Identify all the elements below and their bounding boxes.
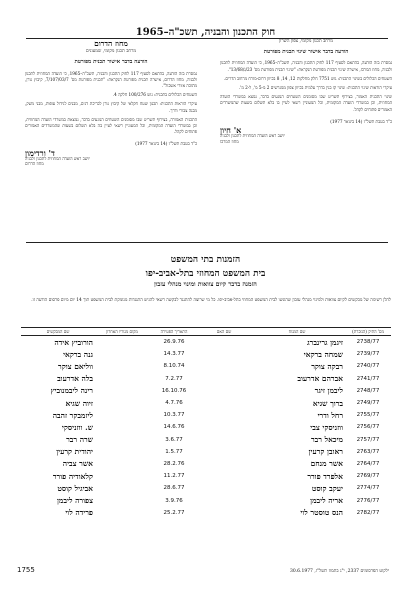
applicant-cell: הורוביץ אידה xyxy=(54,337,93,347)
signer-district: מחוז הדרום xyxy=(25,161,44,167)
mother-cell xyxy=(199,470,249,482)
deceased-cell: מיכאל רבר xyxy=(311,435,343,445)
notice-paragraph: השטחים הכלולים בתכנית: גוש 100/276 חלקה 4. xyxy=(112,92,197,98)
date-died-cell: 3.9.76 xyxy=(165,497,183,504)
planning-area: מרחב תכנון מקומי, צפון השרון xyxy=(278,39,334,44)
table-row xyxy=(21,336,391,349)
notice-title: הודעה בדבר אישור תכנית מפורטת xyxy=(74,59,148,66)
notice-paragraph: שינוי התכנית האמור, בצירוף תשריט שבו מסומנים השטחים הנוגעים בדבר, נמצא במשרדי הועדה המחוזית, וכן במשרדי הועדה המקומית, וכל המעוניין רשאי לעיין בו בלא תשלום בשעות שהמשרדים האמורים פתוחים לקהל. xyxy=(220,94,392,112)
deceased-cell: אברהם אדרעוב xyxy=(297,374,343,384)
case-no-cell: 2776/77 xyxy=(356,497,380,504)
col-case-no: מס' התיק (הנזכרת) xyxy=(345,328,391,336)
place-cell xyxy=(95,482,149,494)
notice-paragraph: עיקרי הוראות שינוי התכנית: שינוי קו בנין בדרך עלמית בכיוון צפון ממגרשים 2 מ-5 מ', ל-2 מ'. xyxy=(238,85,392,91)
date-died-cell: 16.10.76 xyxy=(161,387,187,394)
applicant-cell: צפורה ליבמן xyxy=(57,496,93,506)
section-rule xyxy=(26,242,388,243)
applicant-cell: ש. ווזניסקי xyxy=(61,422,93,432)
mother-cell xyxy=(199,336,249,349)
applicant-cell: ליזמבקר זהבה xyxy=(52,410,93,420)
notice-left xyxy=(25,39,197,167)
court-section-header xyxy=(0,254,411,288)
col-place: מקום מגוריו האחרון xyxy=(95,328,149,336)
mother-cell xyxy=(199,360,249,372)
deceased-cell: ברוך שגיא xyxy=(312,398,343,408)
table-row xyxy=(21,397,391,409)
place-cell xyxy=(95,458,149,470)
place-cell xyxy=(95,434,149,446)
signature-block xyxy=(220,119,392,125)
mother-cell xyxy=(199,494,249,506)
mother-cell xyxy=(199,507,249,519)
place-cell xyxy=(95,348,149,360)
place-cell xyxy=(95,409,149,421)
applicant-cell: רינה ליבמנוביץ xyxy=(50,386,93,396)
notice-paragraph: התכנית האמורה, בצירוף תשריט שבו מסומנים השטחים הנוגעים בדבר, נמצאת במשרדי הועדה המחוזית, וכן במשרדי הועדה המקומית, וכל המעוניין רשאי לעיין בה בלא תשלום בשעות שהמשרדים האמורים פתוחים לקהל. xyxy=(25,116,197,135)
publication-line: ילקוט הפרסומים 2337, י"ג בתמוז תשל"ז, 30.6.1977 xyxy=(290,569,389,574)
date-died-cell: 1.5.77 xyxy=(165,448,183,455)
mother-cell xyxy=(199,434,249,446)
table-row xyxy=(21,494,391,506)
place-cell xyxy=(95,494,149,506)
case-no-cell: 2755/77 xyxy=(356,412,380,419)
table-row xyxy=(21,360,391,372)
mother-cell xyxy=(199,482,249,494)
signer-title: יושב ראש הועדה המחוזית לתכנון ולבניה xyxy=(220,133,285,139)
applicant-cell: יהודית קרעין xyxy=(56,447,93,457)
col-date-died: התאריך הפטירה xyxy=(149,328,199,336)
deceased-cell: ווזניסקי צבי xyxy=(310,422,343,432)
mother-cell xyxy=(199,373,249,385)
place-cell xyxy=(95,336,149,349)
probate-table xyxy=(21,327,391,519)
deceased-cell: רבקה צוקר xyxy=(311,361,343,371)
mother-cell xyxy=(199,397,249,409)
date-died-cell: 10.3.77 xyxy=(163,412,185,419)
case-no-cell: 2740/77 xyxy=(356,363,380,370)
col-applicant: שם המבקשים xyxy=(21,328,95,336)
mother-cell xyxy=(199,348,249,360)
col-deceased: שם המנוח xyxy=(249,328,345,336)
place-cell xyxy=(95,397,149,409)
notice-title: הודעה בדבר אישור שינוי תכנית מפורטת xyxy=(263,49,349,56)
case-no-cell: 2741/77 xyxy=(356,375,380,382)
applicant-cell: ווליאם צוקר xyxy=(58,361,93,371)
deceased-cell: ראובן קרעין xyxy=(308,447,343,457)
case-no-cell: 2769/77 xyxy=(356,473,380,480)
date-died-cell: 28.6.77 xyxy=(163,485,185,492)
place-cell xyxy=(95,421,149,433)
deceased-cell: יעקב קוסט xyxy=(311,483,343,493)
notice-date: כ"ד בטבת תשל"ז (14 בינואר 1977) xyxy=(135,141,197,147)
date-died-cell: 8.10.74 xyxy=(163,363,185,370)
applicant-cell: בלה אדרעוב xyxy=(57,374,93,384)
mother-cell xyxy=(199,421,249,433)
date-died-cell: 7.2.77 xyxy=(165,375,183,382)
notice-paragraph: עיקרי הוראות התכנית: תכנון שטח חקלאי של קיבוץ גורן לבריכת דגים, מבנים לגידול עופות, מבני משק, מבנה צבורי ודרך. xyxy=(25,101,197,113)
signer-district: מחוז המרכז xyxy=(220,138,239,144)
section-title: הזמנות בתי המשפט xyxy=(170,255,241,265)
place-cell xyxy=(95,446,149,458)
table-row xyxy=(21,421,391,433)
notice-paragraph: נמסרת בזה הודעה, בהתאם לסעיף 117 לחוק התכנון והבניה, תשכ"ה–1965, כי הועדה המחוזית לתכנון ולבניה, מחוז המרכז, אישרה שינוי תכנית מפורטת הנקראת: "שינוי תכנית מפורטת מס' 23/נ/13/68". xyxy=(220,60,392,72)
date-died-cell: 25.2.77 xyxy=(163,509,185,516)
table-row xyxy=(21,409,391,421)
district-heading: מחוז הדרום xyxy=(94,39,128,48)
table-row xyxy=(21,458,391,470)
signature-block xyxy=(25,141,197,147)
notice-paragraph: נמסרת בזה הודעה, בהתאם לסעיף 117 לחוק התכנון והבניה, תשכ"ה–1965, כי הועדה המחוזית לתכנון ולבניה, מחוז הדרום, אישרה תכנית מפורטת הנקראת: "תכנית מפורטת מס' 7/107/03/7, קיבוץ גורן, מתוכה אזורי אשכול". xyxy=(25,70,197,89)
applicant-cell: גנה ברקאי xyxy=(63,349,93,359)
planning-area: מרחב תכנון מקומי, שמעונים xyxy=(85,49,137,55)
signer-name: ד' ורדימון xyxy=(25,147,55,158)
mother-cell xyxy=(199,458,249,470)
col-mother: שם האם xyxy=(199,328,249,336)
case-no-cell: 2748/77 xyxy=(356,387,380,394)
table-row xyxy=(21,446,391,458)
place-cell xyxy=(95,470,149,482)
signer-title: יושב ראש הועדה המחוזית לתכנון ולבניה xyxy=(25,155,90,161)
notice-right xyxy=(220,39,392,144)
case-no-cell: 2739/77 xyxy=(356,351,380,358)
table-row xyxy=(21,434,391,446)
table-row xyxy=(21,482,391,494)
mother-cell xyxy=(199,385,249,397)
page-number: 1755 xyxy=(17,566,35,574)
applicant-cell: אביגיל קוסט xyxy=(57,483,93,493)
court-intro: להלן רשימה של מבקשים לקיום צוואות ולמינוי מנהלי עזבון שהוגשו לבית המשפט המחוזי בתל-אביב-יפו. כל מי שרוצה להתנגד לבקשה רשאי להגיש התנגדות מנומקת לבית המשפט תוך 14 יום מיום פרסום הודעה זו. xyxy=(31,298,391,303)
deceased-cell: שמחה ברקאי xyxy=(303,349,343,359)
deceased-cell: זיגמן גרינברג xyxy=(307,337,343,347)
case-no-cell: 2756/77 xyxy=(356,424,380,431)
notice-subject: הזמנה בדבר קיום צוואות ומינוי מנהלי עזבון xyxy=(154,281,257,288)
date-died-cell: 14.3.77 xyxy=(163,351,185,358)
applicant-cell: קלאודיה פורר xyxy=(52,471,93,481)
case-no-cell: 2764/77 xyxy=(356,460,380,467)
deceased-cell: אשר מנחם xyxy=(310,459,343,469)
deceased-cell: אריה ליבמן xyxy=(310,496,343,506)
case-no-cell: 2782/77 xyxy=(356,509,380,516)
place-cell xyxy=(95,373,149,385)
date-died-cell: 3.6.77 xyxy=(165,436,183,443)
place-cell xyxy=(95,385,149,397)
case-no-cell: 2738/77 xyxy=(356,339,380,346)
table-row xyxy=(21,507,391,519)
place-cell xyxy=(95,507,149,519)
applicant-cell: אשר צביה xyxy=(62,459,93,469)
notice-paragraph: השטחים הכלולים בשינוי התכנית: גוש 7751 חלק מחלקות 12, 14, 8 בכיוון דרום-מזרח מרחוב הדרים. xyxy=(224,75,392,81)
deceased-cell: ליבמן זיגר xyxy=(314,386,343,396)
date-died-cell: 26.9.76 xyxy=(163,339,185,346)
court-name: בית המשפט המחוזי בתל-אביב-יפו xyxy=(145,269,266,279)
mother-cell xyxy=(199,446,249,458)
case-no-cell: 2774/77 xyxy=(356,485,380,492)
date-died-cell: 28.2.76 xyxy=(163,460,185,467)
table-row xyxy=(21,348,391,360)
date-died-cell: 4.7.76 xyxy=(165,400,183,407)
table-row xyxy=(21,470,391,482)
date-died-cell: 11.2.77 xyxy=(163,473,185,480)
notice-date: כ"ד בטבת תשל"ז (14 בינואר 1977) xyxy=(330,118,392,124)
mother-cell xyxy=(199,409,249,421)
deceased-cell: אלפרד פורר xyxy=(307,471,343,481)
table-row xyxy=(21,385,391,397)
case-no-cell: 2757/77 xyxy=(356,436,380,443)
table-row xyxy=(21,373,391,385)
table-header-row xyxy=(21,328,391,336)
deceased-cell: רחל ודרי xyxy=(317,410,343,420)
case-no-cell: 2763/77 xyxy=(356,448,380,455)
applicant-cell: שרה רבר xyxy=(66,435,93,445)
case-no-cell: 2749/77 xyxy=(356,400,380,407)
page-title: חוק התכנון והבניה, תשכ"ה–1965 xyxy=(135,27,276,38)
deceased-cell: הנס טוסטר לוי xyxy=(300,508,343,518)
signer-name: א' חיון xyxy=(220,125,242,136)
applicant-cell: פרידה לוי xyxy=(65,508,93,518)
place-cell xyxy=(95,360,149,372)
date-died-cell: 14.6.76 xyxy=(163,424,185,431)
applicant-cell: זיוה שגיא xyxy=(65,398,93,408)
